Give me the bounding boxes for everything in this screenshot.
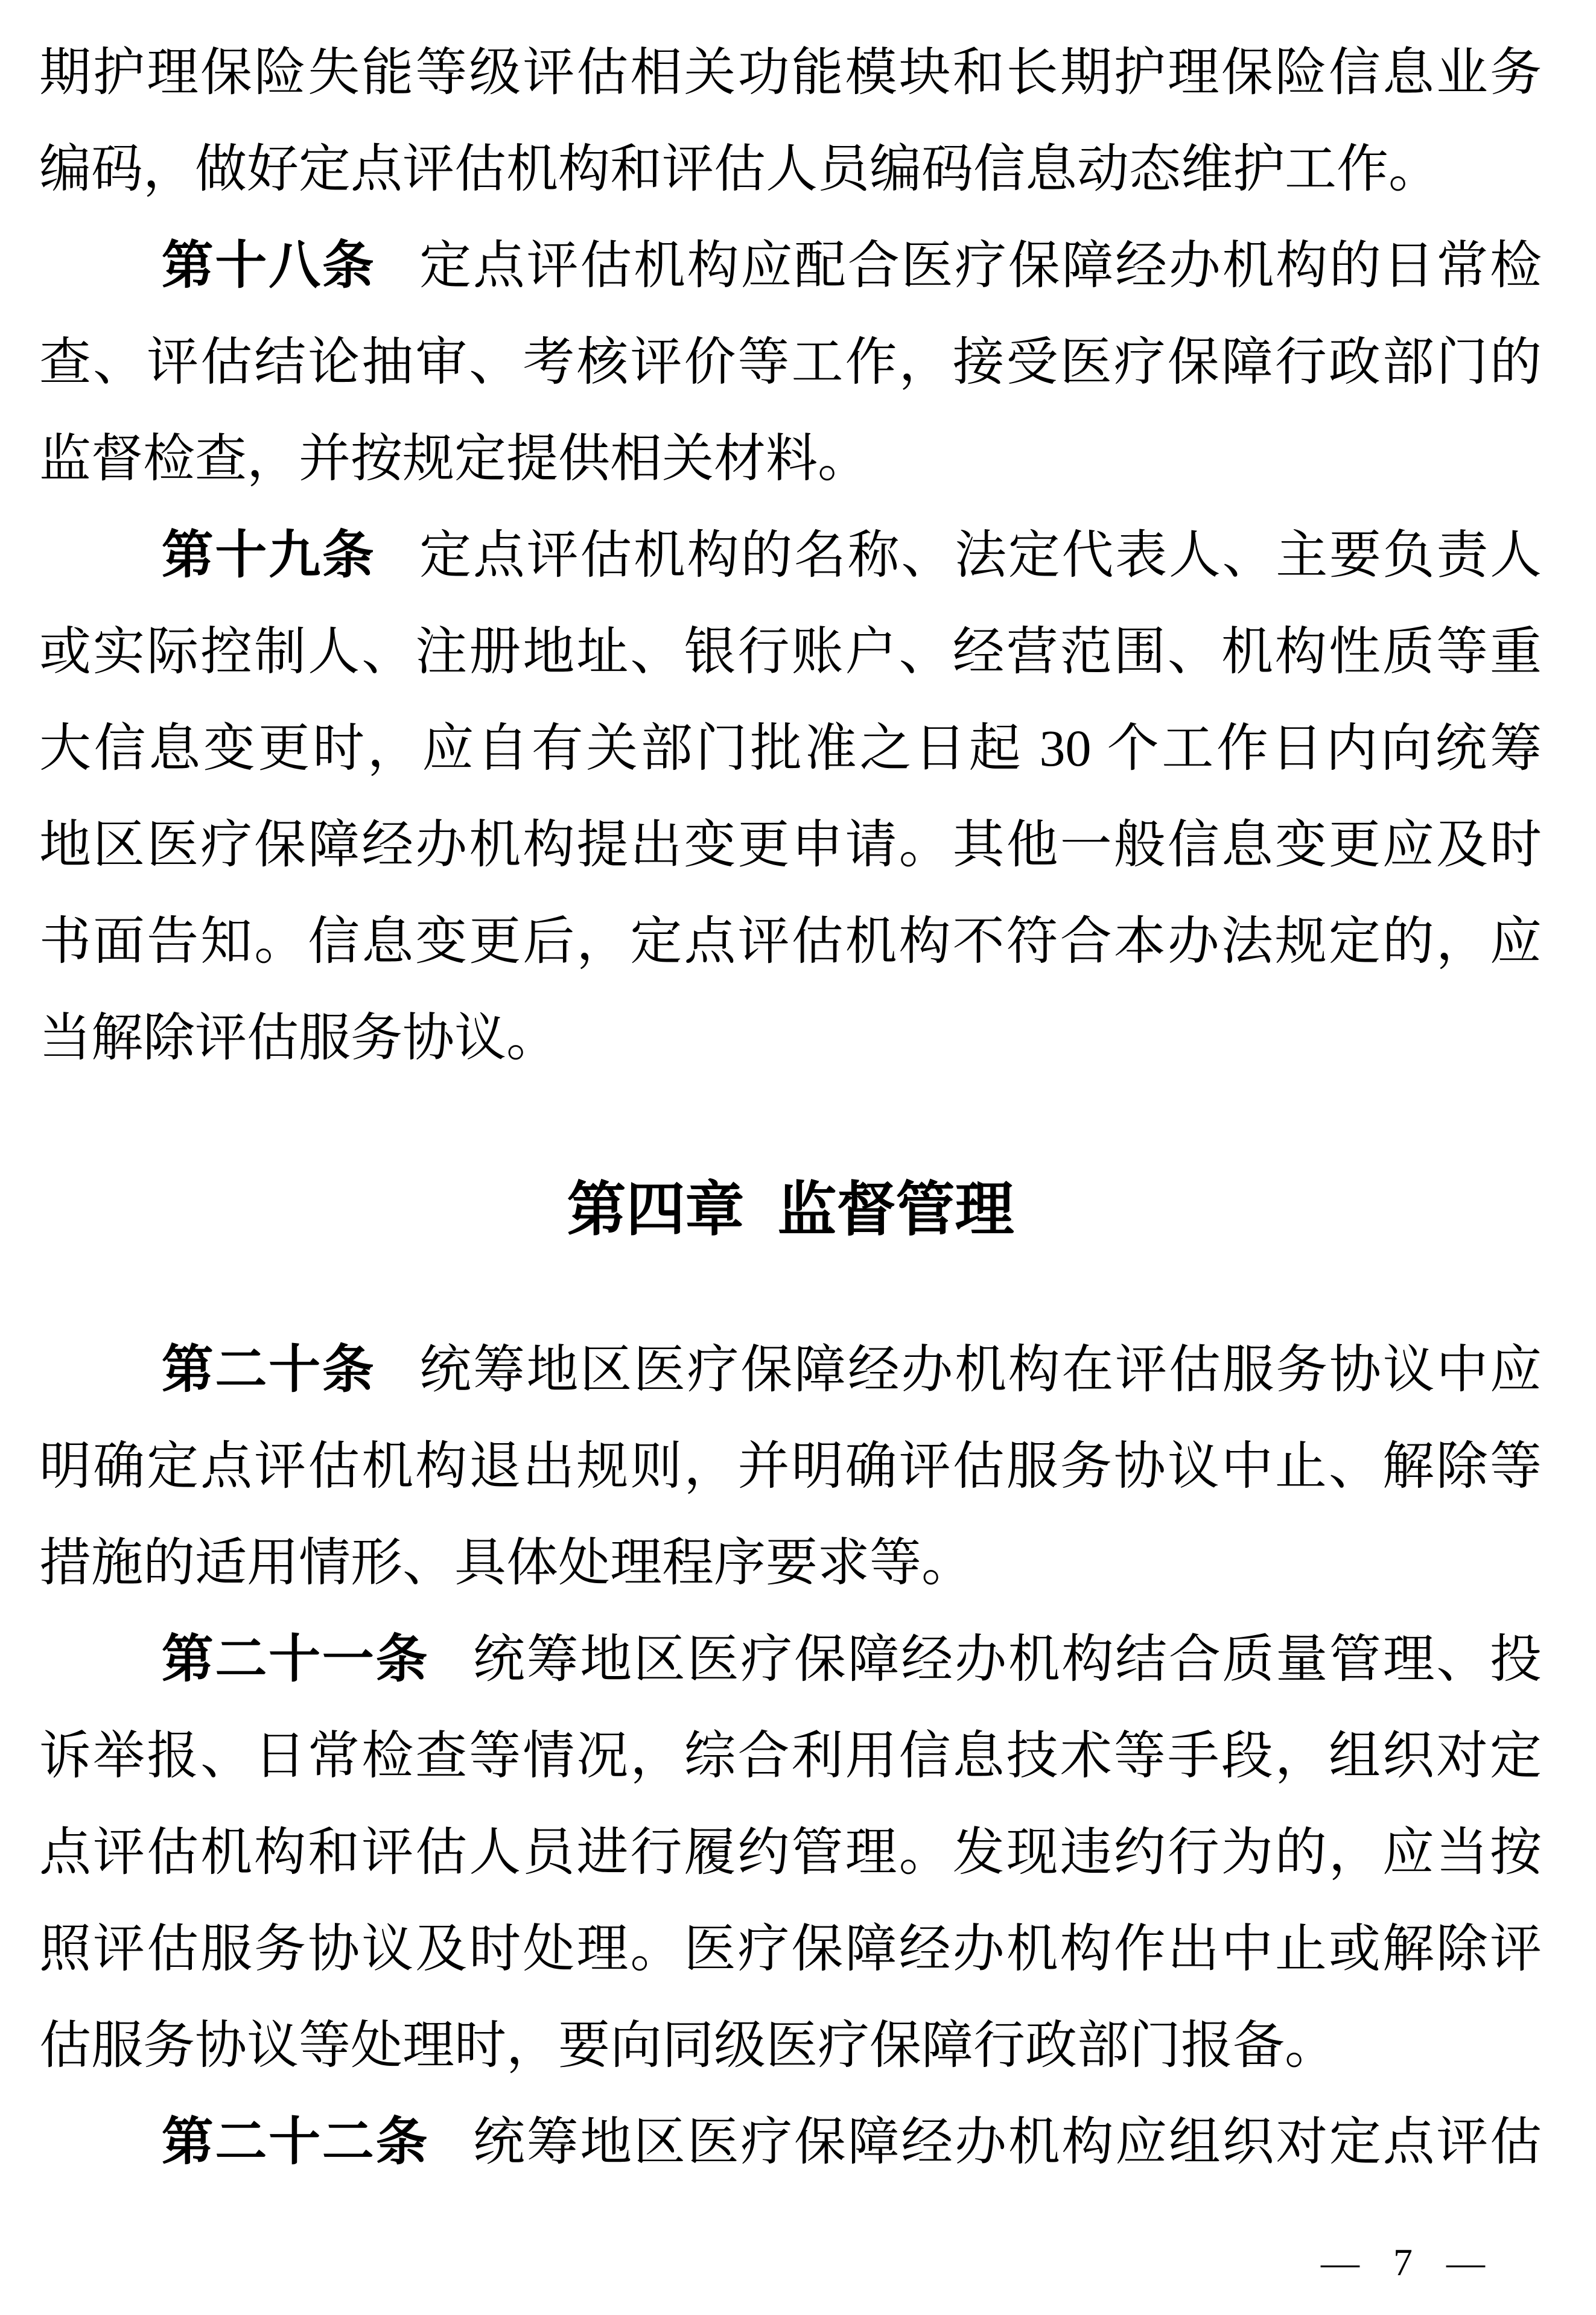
line-text: 统筹地区医疗保障经办机构应组织对定点评估 xyxy=(471,2113,1542,2171)
article-number: 第十八条 xyxy=(160,237,376,294)
paragraph-start-line xyxy=(39,1611,1542,1707)
heading-gap xyxy=(745,1229,778,1230)
text-line: 当解除评估服务协议。 xyxy=(39,1009,558,1067)
text-line: 书面告知。信息变更后，定点评估机构不符合本办法规定的，应 xyxy=(39,912,1542,970)
article-number: 第二十一条 xyxy=(160,1630,430,1688)
paragraph-start-line xyxy=(39,2094,1542,2190)
line-text: 统筹地区医疗保障经办机构结合质量管理、投 xyxy=(471,1630,1542,1688)
text-line: 地区医疗保障经办机构提出变更申请。其他一般信息变更应及时 xyxy=(39,816,1542,874)
article-number-gap xyxy=(375,1386,418,1387)
paragraph-start-line xyxy=(39,1321,1542,1418)
paragraph-start-line xyxy=(39,217,1542,314)
text-line: 措施的适用情形、具体处理程序要求等。 xyxy=(39,1534,973,1592)
text-line: 或实际控制人、注册地址、银行账户、经营范围、机构性质等重 xyxy=(39,623,1542,681)
text-line: 估服务协议等处理时，要向同级医疗保障行政部门报备。 xyxy=(39,2016,1337,2074)
page-number: — 7 — xyxy=(1321,2241,1489,2284)
paragraph-indent xyxy=(39,1676,160,1677)
text-line: 点评估机构和评估人员进行履约管理。发现违约行为的，应当按 xyxy=(39,1823,1542,1881)
paragraph-start-line xyxy=(39,507,1542,603)
text-line: 监督检查，并按规定提供相关材料。 xyxy=(39,430,870,487)
text-line: 编码，做好定点评估机构和评估人员编码信息动态维护工作。 xyxy=(39,140,1440,198)
chapter-heading xyxy=(39,1161,1542,1257)
text-line: 诉举报、日常检查等情况，综合利用信息技术等手段，组织对定 xyxy=(39,1727,1542,1785)
text-line: 期护理保险失能等级评估相关功能模块和长期护理保险信息业务 xyxy=(39,43,1542,101)
line-text: 定点评估机构的名称、法定代表人、主要负责人 xyxy=(418,526,1542,584)
article-number: 第二十条 xyxy=(160,1341,376,1399)
text-line: 照评估服务协议及时处理。医疗保障经办机构作出中止或解除评 xyxy=(39,1920,1542,1978)
text-line: 明确定点评估机构退出规则，并明确评估服务协议中止、解除等 xyxy=(39,1437,1542,1495)
article-number-gap xyxy=(429,1676,471,1677)
text-line: 查、评估结论抽审、考核评价等工作，接受医疗保障行政部门的 xyxy=(39,333,1542,391)
document-body xyxy=(39,24,1542,2190)
line-text: 统筹地区医疗保障经办机构在评估服务协议中应 xyxy=(418,1341,1542,1399)
paragraph-indent xyxy=(39,282,160,283)
text-line: 大信息变更时，应自有关部门批准之日起 30 个工作日内向统筹 xyxy=(39,719,1542,777)
chapter-title: 监督管理 xyxy=(777,1176,1014,1242)
article-number: 第十九条 xyxy=(160,526,376,584)
paragraph-indent xyxy=(39,1386,160,1387)
paragraph-indent xyxy=(39,572,160,573)
chapter-number: 第四章 xyxy=(567,1176,745,1242)
article-number-gap xyxy=(375,282,418,283)
line-text: 定点评估机构应配合医疗保障经办机构的日常检 xyxy=(418,237,1542,294)
article-number-gap xyxy=(375,572,418,573)
article-number: 第二十二条 xyxy=(160,2113,430,2171)
